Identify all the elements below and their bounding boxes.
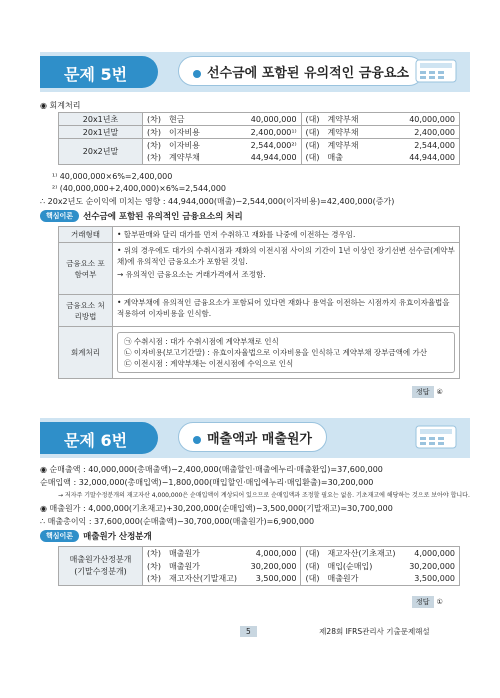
answer-value: ④ [436, 388, 443, 396]
debit-account: 이자비용 [165, 126, 222, 139]
step-item: ㉠ 수취시점 : 대가 수취시점에 계약부채로 인식 [124, 337, 279, 346]
credit-account: 재고자산(기초재고) [323, 547, 402, 560]
credit-tag: (대) [301, 573, 323, 586]
bullet-dot-icon [193, 436, 201, 444]
theory-row [59, 227, 460, 243]
calc-line: ◉ 순매출액 : 40,000,000(총매출액)−2,400,000(매출할인·매출에누리·매출환입)=37,600,000 [40, 465, 383, 474]
journal-row [59, 139, 460, 152]
theory-title: 매출원가 산정분개 [83, 532, 152, 542]
credit-account: 계약부채 [324, 126, 381, 139]
section5-theory-heading [40, 210, 243, 222]
credit-amount: 2,544,000 [380, 139, 459, 152]
credit-tag: (대) [301, 126, 323, 139]
footer-title: 제28회 IFRS관리사 기출문제해설 [319, 627, 430, 636]
debit-tag: (차) [143, 126, 165, 139]
debit-tag: (차) [143, 139, 165, 152]
credit-tag: (대) [301, 113, 323, 126]
credit-account: 매출원가 [323, 573, 402, 586]
theory-row-head: 회계처리 [59, 327, 113, 379]
journal-row [59, 113, 460, 126]
credit-amount: 3,500,000 [403, 573, 460, 586]
credit-account: 매출 [324, 152, 381, 165]
calc-line: 순매입액 : 32,000,000(총매입액)−1,800,000(매입할인·매입에누리·매입환출)=30,200,000 [40, 478, 374, 487]
debit-tag: (차) [143, 152, 165, 165]
credit-tag: (대) [305, 561, 320, 571]
theory-row-body: • 할부판매와 달리 대가를 먼저 수취하고 재화를 나중에 이전하는 경우임. [113, 227, 460, 243]
section5-conclusion: ∴ 20x2년도 순이익에 미치는 영향 : 44,944,000(매출)−2,544,000(이자비용)=42,400,000(증가) [40, 197, 395, 206]
theory-row-text: → 유의적인 금융요소는 거래가격에서 조정함. [117, 270, 266, 279]
calc-line: ◉ 매출원가 : 4,000,000(기초재고)+30,200,000(순매입액)−3,500,000(기말재고)=30,700,000 [40, 504, 393, 513]
theory-row [59, 243, 460, 295]
credit-amount: 40,000,000 [380, 113, 459, 126]
section6-answer [412, 596, 443, 608]
section6-theory-heading [40, 530, 152, 542]
journal-box-head [59, 547, 143, 586]
section6-banner [40, 418, 470, 458]
calculator-icon [404, 422, 464, 452]
section6-title-box [178, 422, 327, 452]
author-note: → 저자주 기말수정분개의 재고자산 4,000,000은 순매입액이 계상되어 있으므로 순매입액과 조정할 필요는 없음. 기초재고에 해당하는 것으로 보아야 합니다. [58, 492, 470, 499]
theory-row-head: 금융요소 처리방법 [59, 295, 113, 327]
theory-row-head: 거래형태 [59, 227, 113, 243]
step-box [117, 332, 455, 373]
journal-date: 20x2년말 [59, 139, 143, 165]
credit-amount: 30,200,000 [403, 560, 460, 573]
section6-journal-table [58, 546, 460, 586]
debit-amount: 30,200,000 [244, 560, 301, 573]
journal-row [59, 126, 460, 139]
credit-account: 계약부채 [324, 139, 381, 152]
debit-amount: 3,500,000 [244, 573, 301, 586]
credit-account: 계약부채 [324, 113, 381, 126]
section5-number: 문제 5번 [40, 56, 158, 88]
calculator-icon [404, 56, 464, 86]
debit-tag: (차) [143, 560, 165, 573]
debit-tag: (차) [143, 573, 165, 586]
step-item: ㉢ 이전시점 : 계약부채는 이전시점에 수익으로 인식 [124, 359, 294, 368]
section6-title: 매출액과 매출원가 [207, 432, 312, 447]
theory-tag: 핵심이론 [40, 210, 79, 222]
debit-tag: (차) [143, 547, 165, 560]
debit-account: 현금 [165, 113, 222, 126]
credit-account: 매입(순매입) [327, 561, 373, 571]
theory-row-head: 금융요소 포함여부 [59, 243, 113, 295]
page-number: 5 [240, 626, 257, 637]
theory-row-body: • 계약부채에 유의적인 금융요소가 포함되어 있다면 재화나 용역을 이전하는 시점까지 유효이자율법을 적용하여 이자비용을 인식함. [113, 295, 460, 327]
debit-amount: 40,000,000 [222, 113, 301, 126]
theory-row [59, 327, 460, 379]
debit-amount: 4,000,000 [244, 547, 301, 560]
calc-line: ∴ 매출총이익 : 37,600,000(순매출액)−30,700,000(매출원가)=6,900,000 [40, 517, 315, 526]
theory-row-text: • 위의 경우에도 대가의 수취시점과 재화의 이전시점 사이의 기간이 1년 이상인 장기선변 선수금(계약부채)에 유의적인 금융요소가 포함된 것임. [117, 246, 455, 266]
box-head-text: 매출원가산정분개 [69, 555, 132, 564]
box-sub-text: (기말수정분개) [74, 567, 127, 576]
credit-amount: 44,944,000 [380, 152, 459, 165]
credit-tag: (대) [301, 547, 323, 560]
debit-account: 이자비용 [165, 139, 222, 152]
debit-amount: 44,944,000 [222, 152, 301, 165]
section5-subhead: ◉ 회계처리 [40, 101, 81, 110]
theory-row [59, 295, 460, 327]
debit-account: 계약부채 [165, 152, 222, 165]
answer-label: 정답 [412, 596, 434, 608]
theory-title: 선수금에 포함된 유의적인 금융요소의 처리 [83, 212, 243, 222]
credit-amount: 4,000,000 [403, 547, 460, 560]
section5-title-box [178, 56, 424, 86]
debit-account: 매출원가 [165, 547, 244, 560]
debit-account: 재고자산(기말재고) [165, 573, 244, 586]
section5-banner [40, 52, 470, 92]
journal-date: 20x1년말 [59, 126, 143, 139]
debit-account: 매출원가 [168, 561, 200, 571]
journal-date: 20x1년초 [59, 113, 143, 126]
credit-tag: (대) [301, 139, 323, 152]
section5-journal-table [58, 112, 460, 165]
credit-tag: (대) [301, 152, 323, 165]
answer-label: 정답 [412, 386, 434, 398]
step-item: ㉡ 이자비용(보고기간말) : 유효이자율법으로 이자비용을 인식하고 계약부채 장부금액에 가산 [124, 348, 428, 357]
note-1: ¹⁾ 40,000,000×6%=2,400,000 [52, 172, 173, 181]
debit-amount: 2,544,000²⁾ [222, 139, 301, 152]
section5-theory-table [58, 226, 460, 379]
credit-amount: 2,400,000 [380, 126, 459, 139]
theory-row-body [113, 243, 460, 295]
section5-answer [412, 386, 443, 398]
bullet-dot-icon [193, 70, 201, 78]
journal-row [59, 547, 460, 560]
debit-tag: (차) [143, 113, 165, 126]
theory-row-body [113, 327, 460, 379]
page-footer [240, 626, 430, 637]
section6-number: 문제 6번 [40, 422, 158, 454]
theory-tag: 핵심이론 [40, 530, 79, 542]
answer-value: ① [436, 598, 443, 606]
debit-amount: 2,400,000¹⁾ [222, 126, 301, 139]
note-2: ²⁾ (40,000,000+2,400,000)×6%=2,544,000 [52, 184, 226, 193]
section5-title: 선수금에 포함된 유의적인 금융요소 [207, 66, 409, 81]
